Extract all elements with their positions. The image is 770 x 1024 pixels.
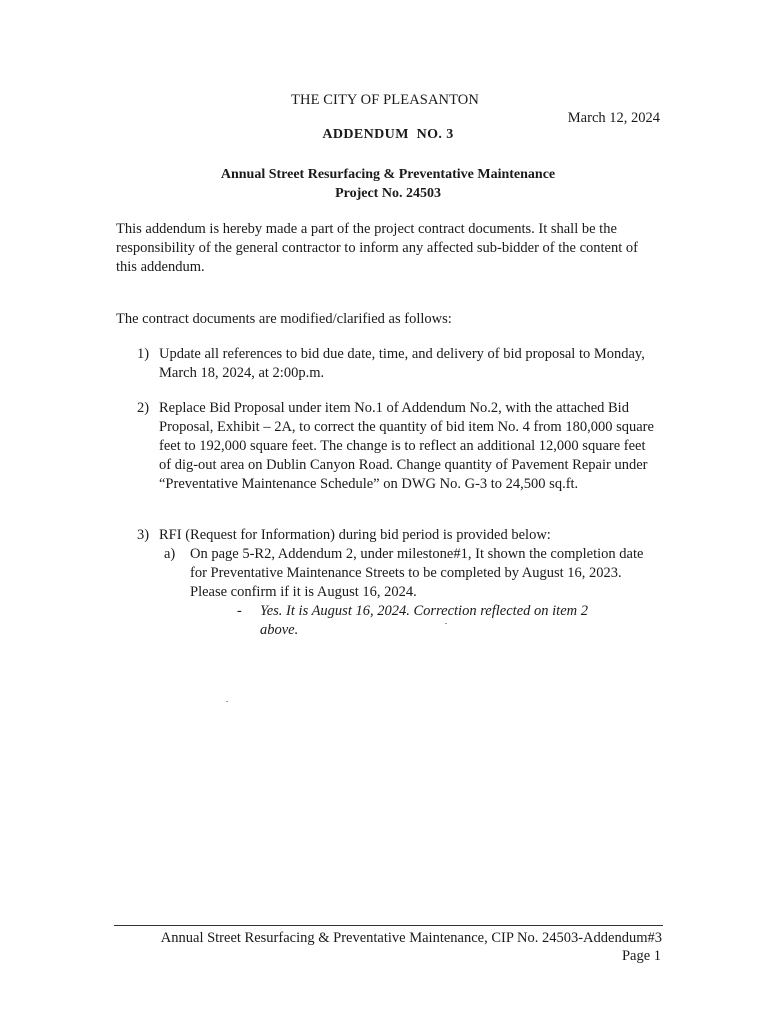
scan-speck [226, 701, 228, 702]
footer-project-reference: Annual Street Resurfacing & Preventative Maintenance, CIP No. 24503-Addendum#3 [160, 930, 662, 946]
intro-paragraph: This addendum is hereby made a part of the project contract documents. It shall be the responsibility of the general contractor to inform any affected sub-bidder of the content of this addendum. [116, 221, 638, 275]
footer-divider [114, 925, 663, 926]
project-title-line2: Project No. 24503 [335, 186, 441, 201]
sub-item-text: On page 5-R2, Addendum 2, under milestone#1, It shown the completion date for Preventative Maintenance Streets to be completed by August 16, 2023. Please confirm if it is August 16, 2024. [190, 546, 644, 600]
list-item-2 [116, 399, 661, 494]
project-title [0, 165, 770, 203]
rfi-answer [116, 602, 661, 640]
answer-dash: - [237, 603, 242, 619]
modified-intro: The contract documents are modified/clarified as follows: [116, 311, 452, 327]
sub-item-label: a) [164, 546, 176, 562]
addendum-title: ADDENDUM NO. 3 [322, 127, 454, 142]
list-item-text: Update all references to bid due date, time, and delivery of bid proposal to Monday, March 18, 2024, at 2:00p.m. [159, 346, 645, 381]
list-item-text: Replace Bid Proposal under item No.1 of Addendum No.2, with the attached Bid Proposal, Exhibit – 2A, to correct the quantity of bid item No. 4 from 180,000 square feet to 192,000 square feet. The change is to reflect an additional 12,000 square feet of dig-out area on Dublin Canyon Road. Change quantity of Pavement Repair under “Preventative Maintenance Schedule” on DWG No. G-3 to 24,500 sq.ft. [159, 400, 654, 492]
document-date: March 12, 2024 [567, 110, 660, 126]
list-item-text: RFI (Request for Information) during bid period is provided below: [159, 527, 551, 543]
list-item-number: 1) [137, 346, 150, 362]
project-title-line1: Annual Street Resurfacing & Preventative Maintenance [220, 167, 556, 182]
list-item-number: 3) [137, 527, 150, 543]
list-item-1 [116, 345, 661, 383]
sub-item-a [116, 545, 661, 602]
city-name: THE CITY OF PLEASANTON [291, 92, 479, 108]
scan-speck [445, 623, 447, 624]
list-item-number: 2) [137, 400, 150, 416]
footer-page-number: Page 1 [621, 948, 661, 964]
list-item-3 [116, 526, 661, 638]
answer-text: Yes. It is August 16, 2024. Correction reflected on item 2 above. [260, 603, 588, 638]
